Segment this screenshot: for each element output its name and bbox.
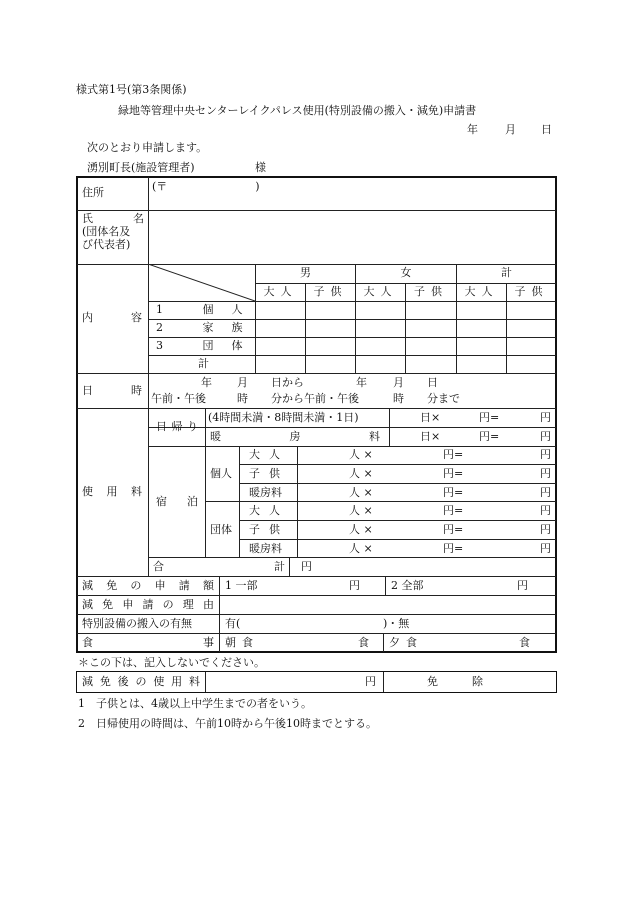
equipment-label: 特別設備の搬入の有無 xyxy=(82,617,192,630)
sama-label: 様 xyxy=(255,161,266,174)
row-total: 計 xyxy=(198,357,209,370)
footnote-1: 1 子供とは、4歳以上中学生までの者をいう。 xyxy=(78,697,312,710)
reduction-all-option[interactable]: 2 全部 xyxy=(391,579,424,592)
equipment-no[interactable]: )・無 xyxy=(383,617,410,630)
grand-total-label: 合 計 xyxy=(153,560,285,573)
reduction-all-yen: 円 xyxy=(517,579,528,592)
total-header: 計 xyxy=(501,266,512,279)
breakfast-unit: 食 xyxy=(358,636,369,649)
year-label: 年 xyxy=(467,123,478,136)
reduction-reason-label: 減 免 申 請 の 理 由 xyxy=(82,598,214,611)
row-group: 3 団体 xyxy=(156,339,261,352)
intro-text: 次のとおり申請します。 xyxy=(87,141,208,154)
daytrip-label: 日 帰 り xyxy=(156,420,198,433)
footnote-2: 2 日帰使用の時間は、午前10時から午後10時までとする。 xyxy=(78,717,377,730)
dinner-unit: 食 xyxy=(519,636,530,649)
row-family: 2 家族 xyxy=(156,321,261,334)
form-number: 様式第1号(第3条関係) xyxy=(76,83,187,96)
row-individual: 1 個人 xyxy=(156,303,261,316)
name-field[interactable] xyxy=(150,212,554,262)
postal-code-field[interactable]: (〒 ) xyxy=(152,180,260,193)
daytrip-hours: (4時間未満・8時間未満・1日) xyxy=(208,411,359,424)
male-header: 男 xyxy=(300,266,311,279)
office-divider-1 xyxy=(205,672,206,692)
addressee: 湧別町長(施設管理者) xyxy=(87,161,195,174)
reduction-amount-label: 減 免 の 申 請 額 xyxy=(82,579,214,592)
exempt-label: 免 除 xyxy=(427,675,483,688)
reduction-reason-field[interactable] xyxy=(221,597,555,613)
fee-label: 使 用 料 xyxy=(82,485,142,498)
fee-after-label: 減 免 後 の 使 用 料 xyxy=(82,675,200,688)
stay-group-label: 団体 xyxy=(210,523,232,536)
breakfast-label: 朝食 xyxy=(225,636,259,649)
fee-after-yen: 円 xyxy=(365,675,376,688)
heating-label: 暖 房 料 xyxy=(210,430,380,443)
month-label: 月 xyxy=(505,123,516,136)
female-header: 女 xyxy=(400,266,412,279)
equipment-yes[interactable]: 有( xyxy=(225,617,241,630)
grand-total-yen: 円 xyxy=(301,560,312,573)
form-title: 緑地等管理中央センターレイクパレス使用(特別設備の搬入・減免)申請書 xyxy=(118,104,477,117)
reduction-part-option[interactable]: 1 一部 xyxy=(225,579,258,592)
diagonal-line xyxy=(148,264,256,302)
dinner-label: 夕食 xyxy=(389,636,423,649)
name-label: 氏 名 (団体名及 び代表者) xyxy=(82,212,144,251)
content-label: 内 容 xyxy=(82,311,142,324)
day-label: 日 xyxy=(541,123,552,136)
stay-individual-label: 個人 xyxy=(210,467,232,480)
stay-label: 宿 泊 xyxy=(156,495,198,508)
address-label: 住所 xyxy=(82,186,104,199)
reduction-part-yen: 円 xyxy=(349,579,360,592)
meal-label: 食 事 xyxy=(82,636,214,649)
office-divider-2 xyxy=(383,672,384,692)
datetime-label: 日 時 xyxy=(82,384,142,397)
office-note: ＊この下は、記入しないでください。 xyxy=(78,656,265,669)
